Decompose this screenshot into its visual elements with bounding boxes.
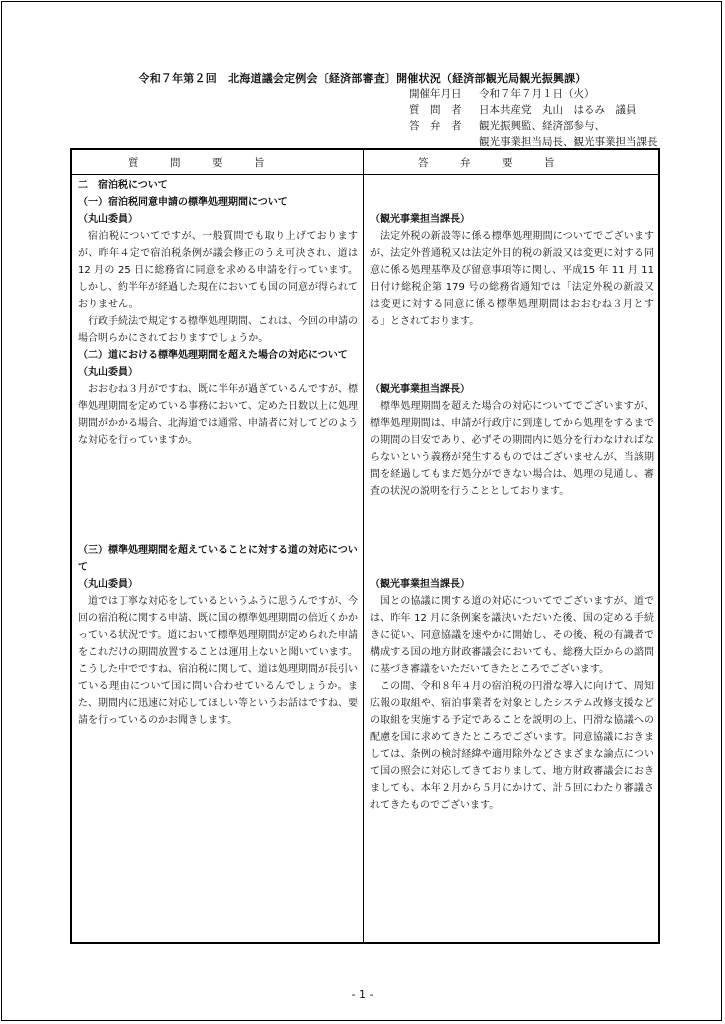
a3-paragraph-2: この間、令和８年４月の宿泊税の円滑な導入に向けて、周知広報の取組や、宿泊事業者を対象としたシステム改修支援などの取組を実施する予定であることを説明の上、円滑な協議への配慮を国に求めてきたところでございます。同意協議におきましては、条例の検討経緯や適用除外などさまざまな論点について国の照会に対応してきておりまして、地方財政審議会におきましても、本年２月から５月にかけて、計５回にわたり審議されてきたものでございます。	[370, 681, 654, 811]
meta-date-value: 令和７年７月１日（火）	[479, 88, 595, 100]
a3-speaker: （観光事業担当課長）	[370, 579, 470, 590]
a3-paragraph-1: 国との協議に関する道の対応についてでございますが、道では、昨年 12 月に条例案を議決いただいた後、国の定める手続きに従い、同意協議を速やかに開始し、その後、税の有識者で構成する国の地方財政審議会においても、総務大臣からの諮問に基づき審議をいただいてきたところでございます。	[370, 596, 654, 675]
meta-questioner-value: 日本共産党 丸山 はるみ 議員	[479, 104, 637, 116]
a2-block	[370, 381, 654, 500]
column-divider	[363, 150, 364, 942]
meta-answerer-label: 答 弁 者	[409, 120, 462, 132]
q2-block	[78, 347, 358, 449]
a1-paragraph-1: 法定外税の新設等に係る標準処理期間についてでございますが、法定外普通税又は法定外目的税の新設又は変更に対する同意に係る処理基準及び留意事項等に関し、平成15 年 11 月 11 日付け総税企第 179 号の総務省通知では「法定外税の新設又は変更に対する同意に係る標準処理期間はおおむね３月とする」とされております。	[370, 231, 654, 327]
q1-paragraph-1: 宿泊税についてですが、一般質問でも取り上げておりますが、昨年４定で宿泊税条例が議会修正のうえ可決され、道は 12 月の 25 日に総務省に同意を求める申請を行っています。しかし、約半年が経過した現在においても国の同意が得られておりません。	[78, 231, 358, 310]
a2-speaker: （観光事業担当課長）	[370, 384, 470, 395]
header-answer: 答 弁 要 旨	[418, 157, 555, 169]
a2-paragraph-1: 標準処理期間を超えた場合の対応についてでございますが、標準処理期間は、申請が行政庁に到達してから処理をするまでの期間の目安であり、必ずその期間内に処分を行わなければならないという義務が発生するものではございませんが、当該期間を経過してもまだ処分ができない場合は、処理の見通し、審査の状況の説明を行うこととしております。	[370, 401, 654, 497]
a1-speaker: （観光事業担当課長）	[370, 214, 470, 225]
meta-date-label: 開催年月日	[409, 88, 462, 100]
a3-block	[370, 576, 654, 814]
q1-paragraph-2: 行政手続法で規定する標準処理期間、これは、今回の申請の場合明らかにされておりますでしょうか。	[78, 316, 358, 344]
meta-date	[409, 86, 595, 102]
meta-questioner	[409, 102, 637, 118]
q2-speaker: （丸山委員）	[78, 367, 138, 378]
q1-heading: （一）宿泊税同意申請の標準処理期間について	[78, 197, 288, 208]
header-rule	[72, 174, 658, 175]
q2-paragraph-1: おおむね３月がですね、既に半年が過ぎているんですが、標準処理期間を定めている事務において、定めた日数以上に処理期間がかかる場合、北海道では通常、申請者に対してどのような対応を行っていますか。	[78, 384, 358, 446]
header-question: 質 問 要 旨	[128, 157, 265, 169]
section-heading: 二 宿泊税について	[78, 180, 168, 191]
meta-questioner-label: 質 問 者	[409, 104, 462, 116]
meta-answerer-value-2: 観光事業担当局長、観光事業担当課長	[479, 136, 658, 148]
meta-answerer-value-1: 観光振興監、経済部参与、	[479, 120, 605, 132]
document-title: 令和７年第２回 北海道議会定例会〔経済部審査〕開催状況（経済部観光局観光振興課）	[138, 72, 587, 85]
q3-paragraph-1: 道では丁寧な対応をしているというふうに思うんですが、今回の宿泊税に関する申請、既に国の標準処理期間の倍近くかかっている状況です。道において標準処理期間が定められた申請をこれだけの期間放置することは運用上ないと聞いています。こうした中でですね、宿泊税に関して、道は処理期間が長引いている理由について国に問い合わせているんでしょうか。また、期間内に迅速に対応してほしい等というお話はですね、要請を行っているのかお聞きします。	[78, 596, 358, 726]
page-number: - 1 -	[351, 988, 374, 1001]
q3-speaker: （丸山委員）	[78, 579, 138, 590]
q3-heading: （三）標準処理期間を超えていることに対する道の対応について	[78, 545, 358, 573]
a1-block	[370, 211, 654, 330]
q1-speaker: （丸山委員）	[78, 214, 138, 225]
meta-answerer	[409, 118, 605, 134]
q2-heading: （二）道における標準処理期間を超えた場合の対応について	[78, 350, 348, 361]
q3-block	[78, 542, 358, 729]
question-column	[78, 177, 358, 347]
qa-table	[70, 148, 660, 944]
